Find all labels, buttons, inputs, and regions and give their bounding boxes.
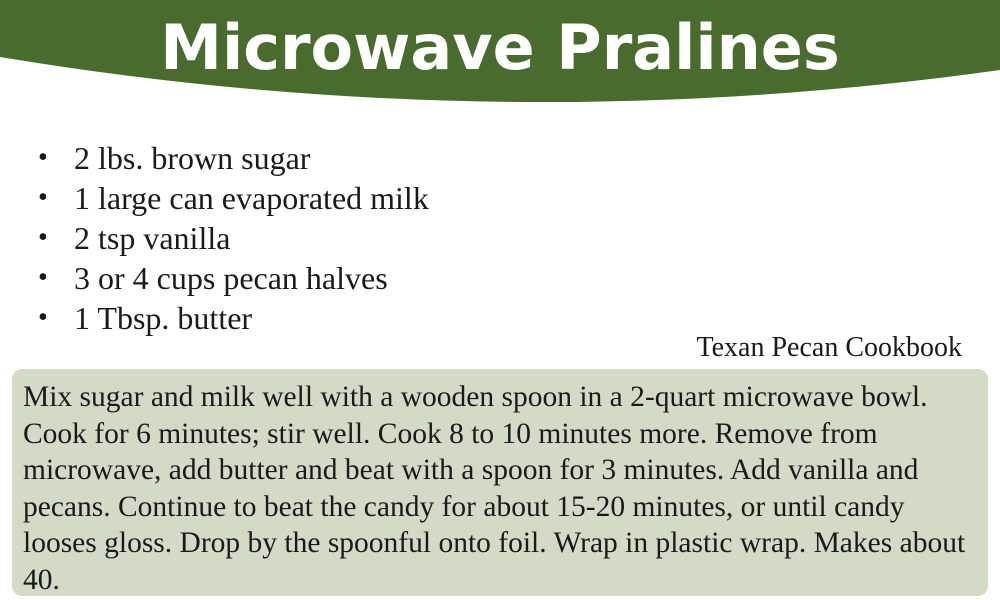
title-banner	[0, 0, 1000, 112]
directions-box	[12, 369, 988, 596]
ingredient-item	[36, 298, 429, 338]
ingredient-item	[36, 218, 429, 258]
bullet-icon: •	[38, 222, 48, 253]
ingredient-text: 1 Tbsp. butter	[74, 300, 253, 336]
ingredient-text: 2 tsp vanilla	[74, 220, 231, 256]
ingredient-item	[36, 258, 429, 298]
recipe-title: Microwave Pralines	[160, 11, 840, 84]
recipe-source: Texan Pecan Cookbook	[696, 332, 962, 363]
bullet-icon: •	[38, 262, 48, 293]
ingredient-item	[36, 138, 429, 178]
bullet-icon: •	[38, 142, 48, 173]
ingredients-list	[36, 138, 429, 338]
ingredient-text: 3 or 4 cups pecan halves	[74, 260, 388, 296]
ingredient-text: 2 lbs. brown sugar	[74, 140, 311, 176]
ingredient-item	[36, 178, 429, 218]
bullet-icon: •	[38, 182, 48, 213]
bullet-icon: •	[38, 302, 48, 333]
directions-text: Mix sugar and milk well with a wooden spoon in a 2-quart microwave bowl. Cook for 6 minutes; stir well. Cook 8 to 10 minutes more. Remove from microwave, add butter and beat with a spoon for 3 minutes. Add vanilla and pecans. Continue to beat the candy for about 15-20 minutes, or until candy looses gloss. Drop by the spoonful onto foil. Wrap in plastic wrap. Makes about 40.	[23, 381, 966, 596]
ingredient-text: 1 large can evaporated milk	[74, 180, 429, 216]
